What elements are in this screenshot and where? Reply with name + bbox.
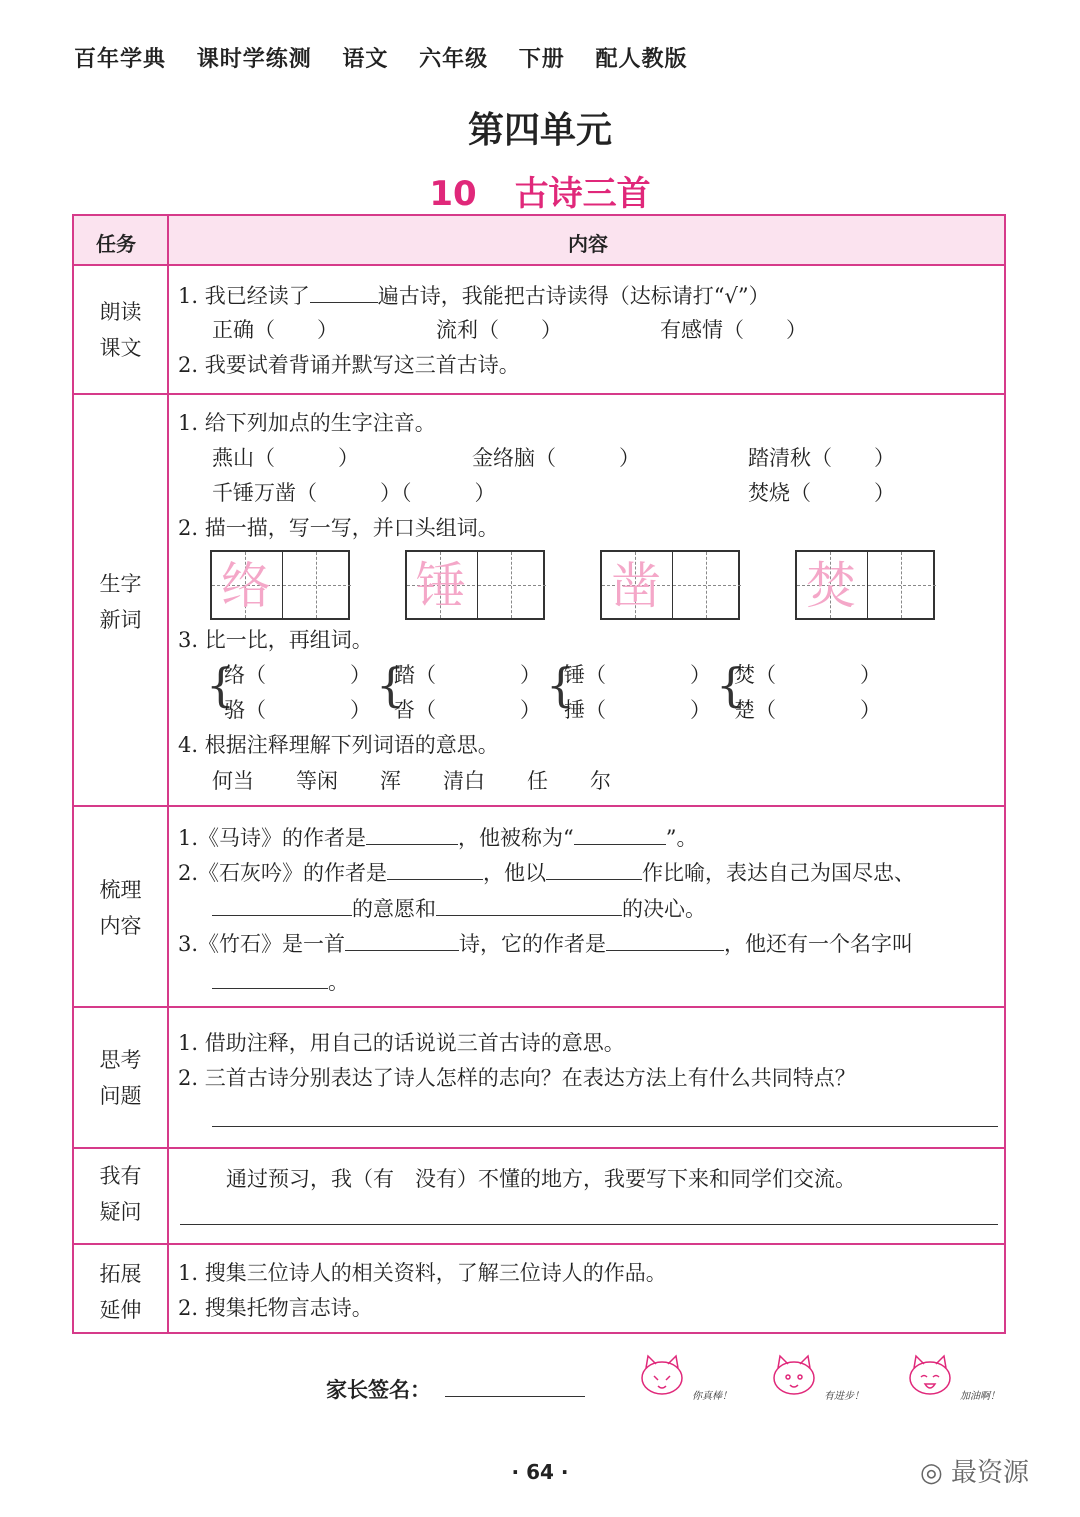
col-task-header: 任务: [96, 232, 136, 256]
task-label-extend: [74, 1256, 167, 1328]
row-divider: [74, 1006, 1004, 1008]
answer-line[interactable]: [212, 1126, 998, 1127]
compare-item[interactable]: 络（ ）: [224, 663, 371, 687]
think-line-2: 2. 三首古诗分别表达了诗人怎样的志向？在表达方法上有什么共同特点？: [178, 1066, 856, 1090]
compare-item[interactable]: 锤（ ）: [564, 663, 711, 687]
signature-label: 家长签名：: [326, 1378, 431, 1402]
fill-blank[interactable]: [366, 822, 458, 845]
cat-icon: [632, 1348, 692, 1404]
text: 1.《马诗》的作者是: [178, 826, 367, 850]
sort-line-1: [178, 822, 698, 853]
header-item: 六年级: [419, 47, 489, 72]
text: ，他还有一个名字叫: [724, 932, 914, 956]
lesson-title: [0, 166, 1080, 215]
text: ”。: [665, 826, 698, 850]
words-line-3: 3. 比一比，再组词。: [178, 628, 373, 652]
text: 作比喻，表达自己为国尽忠、: [642, 861, 916, 885]
think-line-1: 1. 借助注释，用自己的话说说三首古诗的意思。: [178, 1031, 625, 1055]
column-divider: [167, 216, 169, 1332]
label-line: 课文: [99, 336, 142, 360]
signature-field[interactable]: [445, 1374, 585, 1397]
compare-item[interactable]: 楚（ ）: [734, 698, 881, 722]
read-option[interactable]: 正确（ ）: [212, 318, 338, 342]
label-line: 朗读: [99, 300, 142, 324]
words-line-4: 4. 根据注释理解下列词语的意思。: [178, 733, 499, 757]
trace-char: 凿: [611, 557, 661, 615]
terms-list: 何当 等闲 浑 清白 任 尔: [212, 769, 611, 793]
col-content-header: 内容: [568, 232, 608, 256]
pinyin-item[interactable]: 千锤万凿（ ）（ ）: [212, 481, 496, 505]
task-label-sort: [74, 872, 167, 944]
text: 诗，它的作者是: [459, 932, 607, 956]
watermark-text: 最资源: [950, 1458, 1029, 1488]
compare-item[interactable]: 捶（ ）: [564, 698, 711, 722]
pinyin-item[interactable]: 燕山（ ）: [212, 446, 359, 470]
header-item: 语文: [342, 47, 389, 72]
extend-line-2: 2. 搜集托物言志诗。: [178, 1296, 373, 1320]
text: 3.《竹石》是一首: [178, 932, 346, 956]
task-label-read: [74, 294, 167, 366]
unit-title: 第四单元: [467, 110, 612, 151]
task-label-think: [74, 1042, 167, 1114]
sort-line-2b: [212, 893, 706, 924]
fill-blank[interactable]: [212, 966, 328, 989]
wechat-icon: ◎: [920, 1458, 943, 1488]
read-option[interactable]: 流利（ ）: [436, 318, 562, 342]
label-line: 问题: [99, 1084, 142, 1108]
trace-char: 络: [221, 557, 271, 615]
text: 1. 我已经读了: [178, 284, 310, 308]
label-line: 新词: [99, 608, 142, 632]
fill-blank[interactable]: [546, 857, 642, 880]
sticker-caption: 有进步！: [824, 1391, 864, 1402]
header-item: 百年学典: [74, 47, 167, 72]
trace-char: 锤: [416, 557, 466, 615]
sort-line-3b: [212, 966, 349, 997]
brace: {: [716, 658, 746, 712]
answer-line[interactable]: [180, 1224, 998, 1225]
tracing-grid[interactable]: [210, 550, 350, 620]
fill-blank[interactable]: [574, 822, 666, 845]
tracing-grid[interactable]: [600, 550, 740, 620]
label-line: 疑问: [99, 1200, 142, 1224]
table-header-row: [74, 216, 1004, 264]
cat-icon: [900, 1348, 960, 1404]
text: ，他以: [483, 861, 547, 885]
fill-blank[interactable]: [310, 280, 378, 303]
words-line-2: 2. 描一描，写一写，并口头组词。: [178, 516, 499, 540]
watermark: [920, 1452, 1029, 1489]
fill-blank[interactable]: [436, 893, 622, 916]
brace: {: [546, 658, 576, 712]
brace: {: [376, 658, 406, 712]
header-item: 课时学练测: [196, 47, 312, 72]
extend-line-1: 1. 搜集三位诗人的相关资料，了解三位诗人的作品。: [178, 1261, 667, 1285]
compare-item[interactable]: 骆（ ）: [224, 698, 371, 722]
cat-sticker: [632, 1348, 742, 1404]
label-line: 我有: [99, 1164, 142, 1188]
label-line: 拓展: [99, 1262, 142, 1286]
parent-signature: [326, 1374, 585, 1404]
fill-blank[interactable]: [387, 857, 483, 880]
fill-blank[interactable]: [212, 893, 352, 916]
row-divider: [74, 805, 1004, 807]
read-option[interactable]: 有感情（ ）: [660, 318, 807, 342]
words-line-1: 1. 给下列加点的生字注音。: [178, 411, 436, 435]
label-line: 思考: [99, 1048, 142, 1072]
label-line: 生字: [99, 572, 142, 596]
compare-item[interactable]: 沓（ ）: [394, 698, 541, 722]
book-header: [74, 42, 709, 73]
sticker-caption: 加油啊！: [960, 1391, 1000, 1402]
header-item: 下册: [518, 47, 565, 72]
text: 遍古诗，我能把古诗读得（达标请打“√”）: [377, 284, 770, 308]
sort-line-3: [178, 928, 913, 959]
lesson-number: 10: [429, 174, 477, 214]
pinyin-item[interactable]: 焚烧（ ）: [748, 481, 895, 505]
row-divider: [74, 1147, 1004, 1149]
task-label-doubt: [74, 1158, 167, 1230]
trace-char: 焚: [806, 557, 856, 615]
cat-sticker: [900, 1348, 1010, 1404]
read-line-1: [178, 280, 770, 311]
fill-blank[interactable]: [606, 928, 724, 951]
tracing-grid[interactable]: [405, 550, 545, 620]
label-line: 梳理: [99, 878, 142, 902]
lesson-name: 古诗三首: [514, 174, 651, 214]
sticker-caption: 你真棒！: [692, 1391, 732, 1402]
label-line: 内容: [99, 914, 142, 938]
cat-icon: [764, 1348, 824, 1404]
task-label-words: [74, 566, 167, 638]
fill-blank[interactable]: [345, 928, 459, 951]
sort-line-2: [178, 857, 915, 888]
text: 的意愿和: [352, 897, 436, 921]
text: 的决心。: [622, 897, 706, 921]
read-line-2: 2. 我要试着背诵并默写这三首古诗。: [178, 353, 520, 377]
text: 2.《石灰吟》的作者是: [178, 861, 388, 885]
preview-table: [72, 214, 1006, 1334]
row-divider: [74, 1243, 1004, 1245]
cat-sticker: [764, 1348, 874, 1404]
compare-item[interactable]: 踏（ ）: [394, 663, 541, 687]
tracing-grid[interactable]: [795, 550, 935, 620]
page-number: · 64 ·: [511, 1460, 569, 1484]
pinyin-item[interactable]: 踏清秋（ ）: [748, 446, 895, 470]
doubt-line: 通过预习，我（有 没有）不懂的地方，我要写下来和同学们交流。: [226, 1167, 856, 1191]
label-line: 延伸: [99, 1298, 142, 1322]
text: ，他被称为“: [458, 826, 574, 850]
text: 。: [328, 970, 349, 994]
compare-item[interactable]: 焚（ ）: [734, 663, 881, 687]
row-divider: [74, 393, 1004, 395]
pinyin-item[interactable]: 金络脑（ ）: [472, 446, 640, 470]
header-item: 配人教版: [595, 47, 688, 72]
row-divider: [74, 264, 1004, 266]
brace: {: [206, 658, 236, 712]
